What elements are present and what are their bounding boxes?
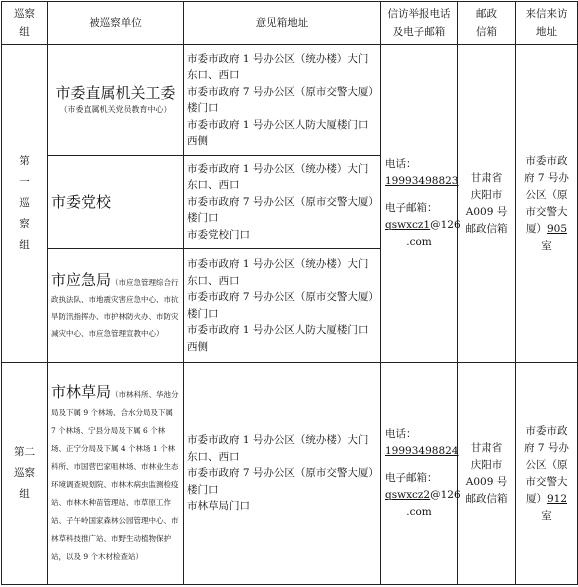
- unit-cell: [48, 249, 184, 363]
- group1-post: 甘肃省 庆阳市 A009 号 邮政信箱: [458, 45, 516, 363]
- unit-name: 市林草局: [51, 383, 112, 401]
- unit-cell: [48, 156, 184, 249]
- group1-visit: 市委市政 府 7 号办 公区（原 市交警大 厦）905 室: [516, 45, 578, 363]
- header-contact: 信访举报电话 及电子邮箱: [381, 2, 458, 45]
- unit-name: 市委党校: [51, 192, 112, 211]
- phone-label: 电话：: [385, 158, 417, 170]
- group2-visit: 市委市政 府 7 号办 公区（原 市交警大 厦）912 室: [516, 363, 578, 585]
- unit-name: 市委直属机关工委: [55, 83, 176, 102]
- phone-number[interactable]: 19993498824: [385, 445, 459, 457]
- box-address: 市委市政府 1 号办公区（统办楼）大门 东口、西口 市委市政府 7 号办公区（原市交警大厦） 楼门口 市林草局门口: [184, 363, 381, 585]
- group2-post: 甘肃省 庆阳市 A009 号 邮政信箱: [458, 363, 516, 585]
- unit-sub: （市林科所、华池分局及下属 9 个林场、合水分局及下属 7 个林场、宁县分局及下属 6 个林场、正宁分局及下属 4 个林场 1 个林科所、市国营巴家咀林场、市林业生态环境调查规划院、市林木病虫监测检疫站、市林木种苗管理站、市草原工作站、子午岭国家森林公园管理中心、市林草科技推广站、市野生动植物保护站，以及 9 个木材检查站）: [51, 390, 179, 561]
- email-label: 电子邮箱：: [385, 472, 438, 484]
- header-group: 巡察 组: [2, 2, 48, 45]
- header-post: 邮政 信箱: [458, 2, 516, 45]
- header-unit: 被巡察单位: [48, 2, 184, 45]
- unit-cell: [48, 45, 184, 156]
- unit-cell: [48, 363, 184, 585]
- email-address[interactable]: qswxcz1@126: [385, 219, 461, 231]
- inspection-table: [1, 1, 578, 585]
- header-box: 意见箱地址: [184, 2, 381, 45]
- unit-sub: （市委直属机关党员教育中心）: [59, 104, 172, 114]
- header-visit: 来信来访 地址: [516, 2, 578, 45]
- box-address: 市委市政府 1 号办公区（统办楼）大门 东口、西口 市委市政府 7 号办公区（原市交警大厦） 楼门口 市委党校门口: [184, 156, 381, 249]
- unit-sub: （市应急管理综合行政执法队、市地震灾害应急中心、市抗旱防汛指挥办、市护林防火办、市防灾减灾中心、市应急管理宣教中心）: [51, 277, 179, 338]
- group1-label: 第 一 巡 察 组: [2, 45, 48, 363]
- header-row: [2, 2, 578, 45]
- group2-label: 第二 巡察 组: [2, 363, 48, 585]
- phone-number[interactable]: 19993498823: [385, 175, 459, 187]
- group1-contact: 电话： 19993498823 电子邮箱： qswxcz1@126 .com: [381, 45, 458, 363]
- email-label: 电子邮箱：: [385, 202, 438, 214]
- box-address: 市委市政府 1 号办公区（统办楼）大门 东口、西口 市委市政府 7 号办公区（原市交警大厦） 楼门口 市委市政府 1 号办公区人防大厦楼门口 西侧: [184, 249, 381, 363]
- box-address: 市委市政府 1 号办公区（统办楼）大门 东口、西口 市委市政府 7 号办公区（原市交警大厦） 楼门口 市委市政府 1 号办公区人防大厦楼门口 西侧: [184, 45, 381, 156]
- phone-label: 电话：: [385, 428, 417, 440]
- email-address[interactable]: qswxcz2@126: [385, 489, 461, 501]
- table-row: [2, 363, 578, 585]
- table-row: [2, 45, 578, 156]
- group2-contact: 电话： 19993498824 电子邮箱： qswxcz2@126 .com: [381, 363, 458, 585]
- unit-name: 市应急局: [51, 270, 112, 289]
